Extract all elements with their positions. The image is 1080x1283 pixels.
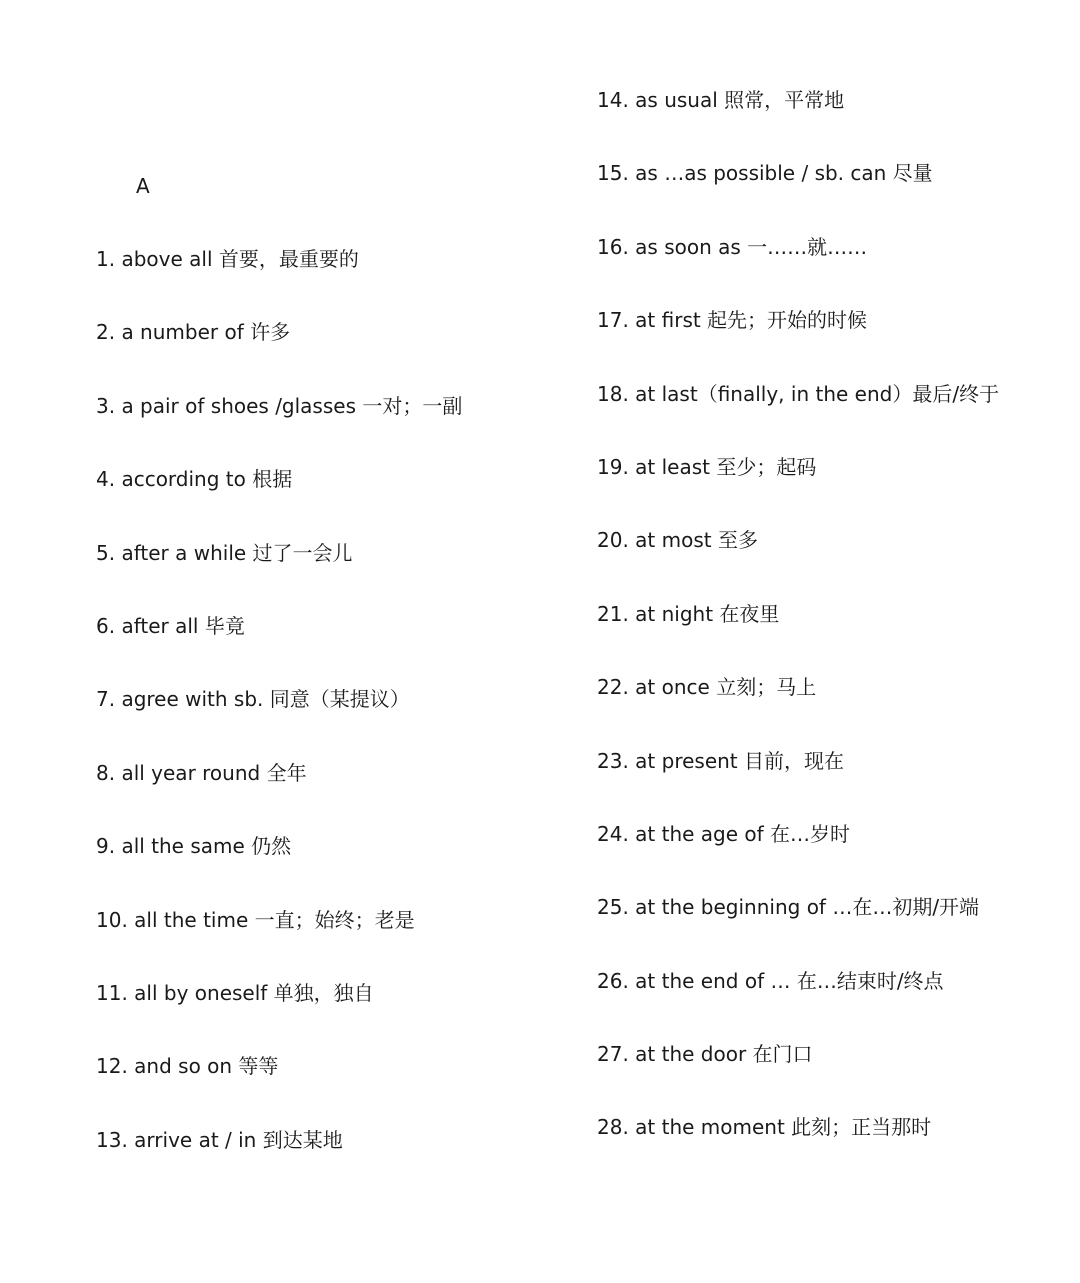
phrase-entry: 10. all the time 一直；始终；老是	[96, 907, 415, 932]
phrase-entry: 23. at present 目前，现在	[597, 748, 845, 773]
phrase-entry: 5. after a while 过了一会儿	[96, 540, 353, 565]
phrase-entry: 4. according to 根据	[96, 467, 293, 492]
section-letter-heading: A	[136, 174, 150, 198]
phrase-entry: 6. after all 毕竟	[96, 613, 245, 638]
phrase-entry: 13. arrive at / in 到达某地	[96, 1127, 343, 1152]
phrase-entry: 1. above all 首要，最重要的	[96, 247, 359, 271]
phrase-entry: 9. all the same 仍然	[96, 834, 292, 859]
phrase-list-left	[96, 245, 566, 1199]
phrase-entry: 11. all by oneself 单独，独自	[96, 980, 374, 1005]
phrase-entry: 22. at once 立刻；马上	[597, 675, 817, 700]
phrase-entry: 16. as soon as 一……就……	[597, 234, 868, 259]
phrase-entry: 28. at the moment 此刻；正当那时	[597, 1115, 932, 1140]
phrase-entry: 2. a number of 许多	[96, 320, 291, 345]
phrase-entry: 24. at the age of 在…岁时	[597, 821, 851, 846]
phrase-entry: 8. all year round 全年	[96, 760, 307, 785]
phrase-entry: 25. at the beginning of …在…初期/开端	[597, 895, 980, 920]
phrase-entry: 15. as …as possible / sb. can 尽量	[597, 161, 933, 186]
phrase-entry: 12. and so on 等等	[96, 1054, 279, 1079]
phrase-list-right	[597, 86, 1067, 1187]
phrase-entry: 21. at night 在夜里	[597, 601, 780, 626]
phrase-entry: 14. as usual 照常，平常地	[597, 88, 845, 112]
phrase-entry: 20. at most 至多	[597, 528, 758, 553]
phrase-entry: 17. at first 起先；开始的时候	[597, 308, 868, 333]
phrase-entry: 3. a pair of shoes /glasses 一对；一副	[96, 393, 463, 418]
phrase-entry: 27. at the door 在门口	[597, 1042, 813, 1067]
phrase-entry: 19. at least 至少；起码	[597, 454, 817, 479]
phrase-entry: 18. at last（finally, in the end）最后/终于	[597, 381, 1000, 406]
phrase-entry: 26. at the end of … 在…结束时/终点	[597, 968, 944, 993]
phrase-entry: 7. agree with sb. 同意（某提议）	[96, 687, 410, 712]
